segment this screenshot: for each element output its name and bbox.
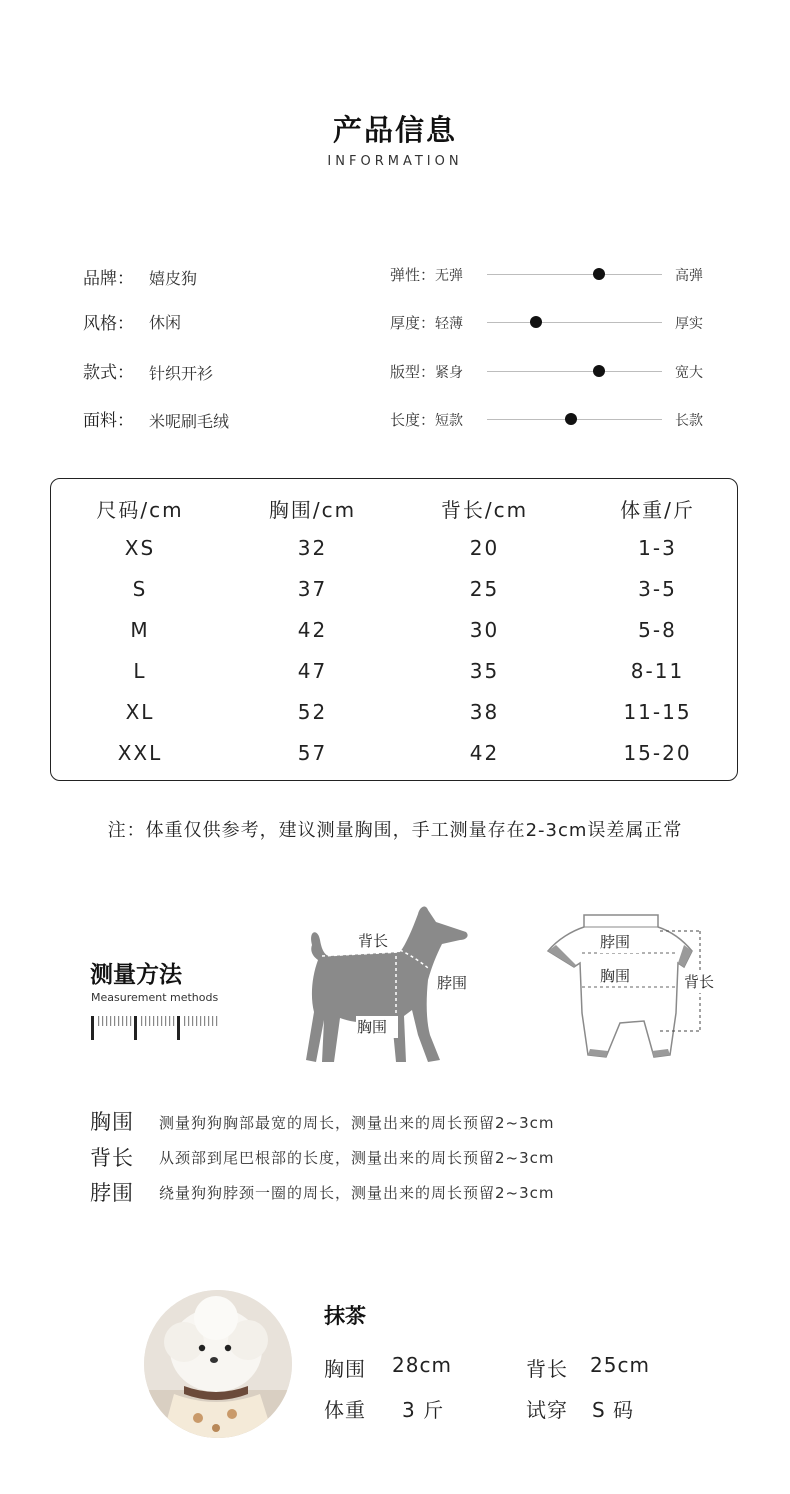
- col-header-size: 尺码/cm: [96, 498, 184, 522]
- slider-knob: [593, 365, 605, 377]
- cell-size: S: [132, 577, 148, 601]
- cell-size: XL: [125, 700, 155, 724]
- attr-label-style: 风格：: [83, 314, 134, 334]
- garment-label-chest: 胸围: [600, 967, 631, 985]
- slider-knob: [593, 268, 605, 280]
- pet-chest-label: 胸围: [324, 1357, 366, 1381]
- cell-chest: 32: [297, 536, 328, 560]
- pet-weight-value: 3 斤: [402, 1398, 445, 1422]
- attr-value-brand: 嬉皮狗: [149, 269, 198, 288]
- attr-value-fabric: 米呢刷毛绒: [149, 412, 230, 431]
- slider-high-label: 厚实: [675, 316, 703, 332]
- ruler-icon: [90, 1014, 220, 1042]
- cell-size: L: [133, 659, 147, 683]
- slider-low-label: 无弹: [435, 268, 464, 284]
- page-title: 产品信息: [332, 113, 457, 147]
- def-term-back: 背长: [90, 1146, 134, 1170]
- cell-chest: 42: [297, 618, 328, 642]
- cell-weight: 3-5: [638, 577, 677, 601]
- slider-elasticity: [390, 264, 463, 285]
- attr-value-type: 针织开衫: [149, 364, 214, 383]
- col-header-chest: 胸围/cm: [268, 498, 357, 522]
- cell-chest: 47: [297, 659, 328, 683]
- slider-high-label: 长款: [675, 413, 703, 429]
- cell-chest: 52: [297, 700, 328, 724]
- attr-label-fabric: 面料：: [83, 411, 134, 431]
- slider-knob: [530, 316, 542, 328]
- cell-weight: 15-20: [623, 741, 692, 765]
- garment-diagram: [540, 905, 740, 1065]
- slider-label: 厚度：: [390, 314, 436, 332]
- pet-back-label: 背长: [526, 1357, 568, 1381]
- cell-back: 20: [469, 536, 500, 560]
- cell-size: M: [130, 618, 150, 642]
- pet-chest-value: 28cm: [392, 1353, 452, 1377]
- poodle-photo: [144, 1290, 292, 1438]
- dog-label-back: 背长: [358, 932, 389, 950]
- cell-weight: 5-8: [638, 618, 677, 642]
- dog-label-neck: 脖围: [437, 974, 468, 992]
- measure-subtitle: Measurement methods: [91, 991, 219, 1004]
- slider-track: [487, 274, 662, 275]
- cell-back: 42: [469, 741, 500, 765]
- def-desc-back: 从颈部到尾巴根部的长度，测量出来的周长预留2~3cm: [159, 1149, 555, 1167]
- slider-high-label: 高弹: [675, 268, 703, 284]
- slider-track: [487, 322, 662, 323]
- cell-back: 25: [469, 577, 500, 601]
- cell-chest: 57: [297, 741, 328, 765]
- def-term-neck: 脖围: [90, 1181, 134, 1205]
- cell-back: 30: [469, 618, 500, 642]
- pet-avatar: [144, 1290, 292, 1438]
- cell-chest: 37: [297, 577, 328, 601]
- attr-label-brand: 品牌：: [83, 269, 134, 289]
- slider-track: [487, 371, 662, 372]
- cell-weight: 11-15: [623, 700, 692, 724]
- def-desc-neck: 绕量狗狗脖颈一圈的周长，测量出来的周长预留2~3cm: [159, 1184, 555, 1202]
- pet-tryon-value: S 码: [592, 1398, 635, 1422]
- cell-back: 35: [469, 659, 500, 683]
- def-desc-chest: 测量狗狗胸部最宽的周长，测量出来的周长预留2~3cm: [159, 1114, 555, 1132]
- slider-knob: [565, 413, 577, 425]
- slider-length: [390, 409, 463, 430]
- pet-tryon-label: 试穿: [526, 1398, 568, 1422]
- attr-label-type: 款式：: [83, 363, 134, 383]
- measure-title: 测量方法: [90, 962, 182, 988]
- attr-value-style: 休闲: [149, 313, 182, 332]
- def-term-chest: 胸围: [90, 1110, 134, 1134]
- col-header-weight: 体重/斤: [620, 498, 695, 522]
- dog-label-chest: 胸围: [357, 1018, 388, 1036]
- garment-label-neck: 脖围: [600, 933, 631, 951]
- dog-diagram: [300, 900, 500, 1070]
- cell-size: XS: [124, 536, 156, 560]
- slider-high-label: 宽大: [675, 365, 703, 381]
- slider-label: 版型：: [390, 363, 436, 381]
- measure-note: 注：体重仅供参考，建议测量胸围，手工测量存在2-3cm误差属正常: [107, 820, 683, 841]
- slider-low-label: 短款: [435, 413, 464, 429]
- col-header-back: 背长/cm: [440, 498, 529, 522]
- cell-size: XXL: [117, 741, 163, 765]
- slider-label: 长度：: [390, 411, 436, 429]
- pet-weight-label: 体重: [324, 1398, 366, 1422]
- pet-back-value: 25cm: [590, 1353, 650, 1377]
- slider-low-label: 轻薄: [435, 316, 464, 332]
- slider-label: 弹性：: [390, 266, 436, 284]
- slider-fit: [390, 361, 463, 382]
- cell-back: 38: [469, 700, 500, 724]
- slider-thickness: [390, 312, 463, 333]
- page-subtitle: INFORMATION: [327, 154, 463, 169]
- cell-weight: 1-3: [638, 536, 677, 560]
- cell-weight: 8-11: [630, 659, 685, 683]
- garment-label-back: 背长: [684, 973, 715, 991]
- slider-track: [487, 419, 662, 420]
- slider-low-label: 紧身: [435, 365, 464, 381]
- pet-name: 抹茶: [324, 1304, 366, 1328]
